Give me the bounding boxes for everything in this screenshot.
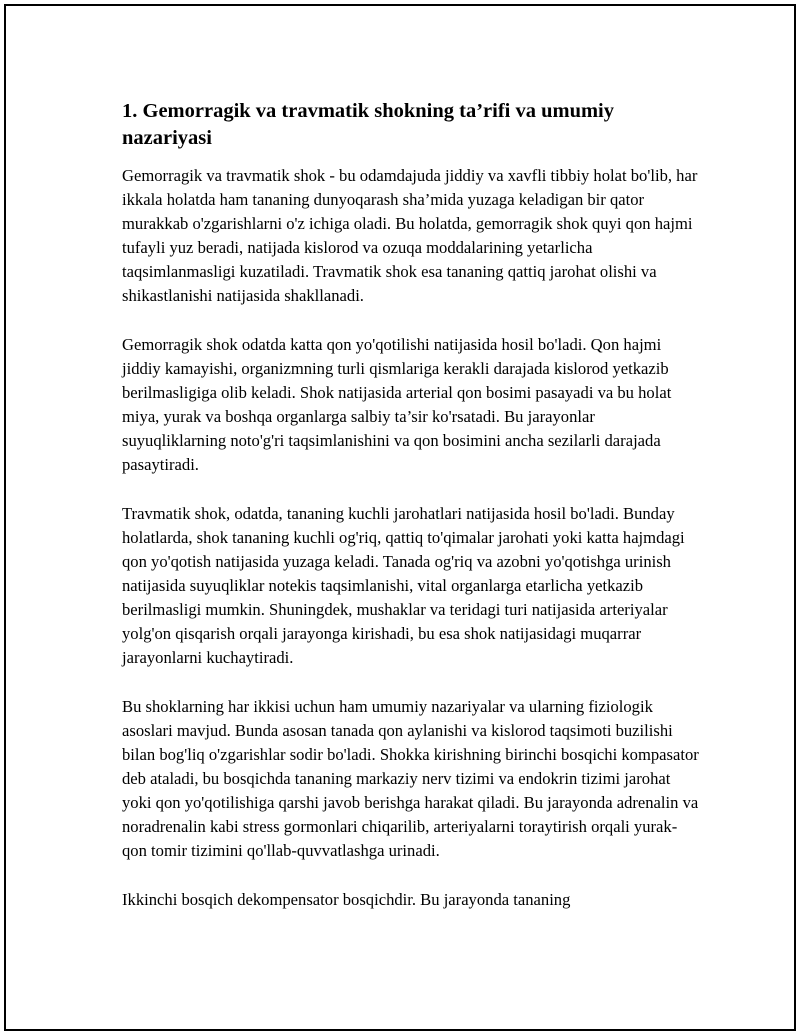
document-body xyxy=(122,98,700,912)
paragraph-5: Ikkinchi bosqich dekompensator bosqichdir. Bu jarayonda tananing xyxy=(122,890,571,909)
page-frame xyxy=(4,4,796,1031)
section-heading: 1. Gemorragik va travmatik shokning ta’rifi va umumiy nazariyasi xyxy=(122,100,614,149)
paragraph-2: Gemorragik shok odatda katta qon yo'qotilishi natijasida hosil bo'ladi. Qon hajmi jiddiy kamayishi, organizmning turli qismlariga kerakli darajada kislorod yetkazib berilmasligiga olib keladi. Shok natijasida arterial qon bosimi pasayadi va bu holat miya, yurak va boshqa organlarga salbiy ta’sir ko'rsatadi. Bu jarayonlar suyuqliklarning noto'g'ri taqsimlanishini va qon bosimini ancha sezilarli darajada pasaytiradi. xyxy=(122,335,672,474)
paragraph-3: Travmatik shok, odatda, tananing kuchli jarohatlari natijasida hosil bo'ladi. Bunday holatlarda, shok tananing kuchli og'riq, qattiq to'qimalar jarohati yoki katta hajmdagi qon yo'qotish natijasida yuzaga keladi. Tanada og'riq va azobni yo'qotishga urinish natijasida suyuqliklar notekis taqsimlanishi, vital organlarga etarlicha yetkazib berilmasligi mumkin. Shuningdek, mushaklar va teridagi turi natijasida arteriyalar yolg'on qisqarish orqali jarayonga kirishadi, bu esa shok natijasidagi muqarrar jarayonlarni kuchaytiradi. xyxy=(122,504,685,667)
paragraph-1: Gemorragik va travmatik shok - bu odamdajuda jiddiy va xavfli tibbiy holat bo'lib, har ikkala holatda ham tananing dunyoqarash sha’mida yuzaga keladigan bir qator murakkab o'zgarishlarni o'z ichiga oladi. Bu holatda, gemorragik shok quyi qon hajmi tufayli yuz beradi, natijada kislorod va ozuqa moddalarining yetarlicha taqsimlanmasligi kuzatiladi. Travmatik shok esa tananing qattiq jarohat olishi va shikastlanishi natijasida shakllanadi. xyxy=(122,166,698,305)
paragraph-4: Bu shoklarning har ikkisi uchun ham umumiy nazariyalar va ularning fiziologik asoslari mavjud. Bunda asosan tanada qon aylanishi va kislorod taqsimoti buzilishi bilan bog'liq o'zgarishlar sodir bo'ladi. Shokka kirishning birinchi bosqichi kompasator deb ataladi, bu bosqichda tananing markaziy nerv tizimi va endokrin tizimi jarohat yoki qon yo'qotilishiga qarshi javob berishga harakat qiladi. Bu jarayonda adrenalin va noradrenalin kabi stress gormonlari chiqarilib, arteriyalarni toraytirish orqali yurak-qon tomir tizimini qo'llab-quvvatlashga urinadi. xyxy=(122,697,699,860)
